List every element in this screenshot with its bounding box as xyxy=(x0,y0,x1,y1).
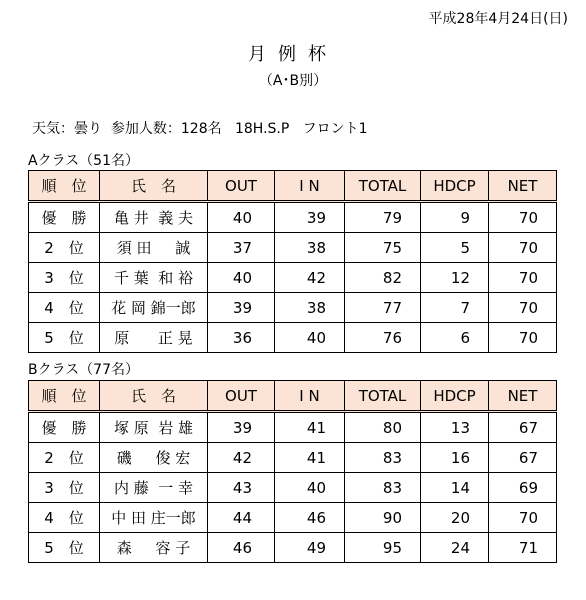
player-name-cell: 磯 俊 宏 xyxy=(100,443,208,473)
rank-cell: 優 勝 xyxy=(29,412,100,443)
hdcp-cell: 14 xyxy=(421,473,489,503)
class-b-results-table xyxy=(28,380,557,563)
player-name-cell: 須 田 誠 xyxy=(100,233,208,263)
rank-cell: 5 位 xyxy=(29,533,100,563)
player-name-cell: 内 藤 一 幸 xyxy=(100,473,208,503)
total-score-cell: 80 xyxy=(345,412,421,443)
class-a-table-body xyxy=(29,202,557,353)
header-rank: 順 位 xyxy=(29,381,100,412)
net-score-cell: 71 xyxy=(489,533,557,563)
header-hdcp: HDCP xyxy=(421,171,489,202)
net-score-cell: 70 xyxy=(489,503,557,533)
header-name: 氏 名 xyxy=(100,381,208,412)
net-score-cell: 67 xyxy=(489,443,557,473)
in-score-cell: 41 xyxy=(275,443,345,473)
net-score-cell: 70 xyxy=(489,293,557,323)
table-row xyxy=(29,443,557,473)
out-score-cell: 39 xyxy=(208,412,275,443)
net-score-cell: 70 xyxy=(489,202,557,233)
in-score-cell: 41 xyxy=(275,412,345,443)
out-score-cell: 44 xyxy=(208,503,275,533)
in-score-cell: 46 xyxy=(275,503,345,533)
rank-cell: 2 位 xyxy=(29,443,100,473)
table-row xyxy=(29,293,557,323)
player-name-cell: 原 正 晃 xyxy=(100,323,208,353)
out-score-cell: 40 xyxy=(208,263,275,293)
player-name-cell: 塚 原 岩 雄 xyxy=(100,412,208,443)
total-score-cell: 83 xyxy=(345,473,421,503)
page-title: 月例杯 xyxy=(248,44,338,65)
player-name-cell: 中 田 庄一郎 xyxy=(100,503,208,533)
total-score-cell: 95 xyxy=(345,533,421,563)
total-score-cell: 82 xyxy=(345,263,421,293)
header-out: OUT xyxy=(208,381,275,412)
rank-cell: 優 勝 xyxy=(29,202,100,233)
out-score-cell: 37 xyxy=(208,233,275,263)
total-score-cell: 90 xyxy=(345,503,421,533)
hdcp-cell: 9 xyxy=(421,202,489,233)
total-score-cell: 76 xyxy=(345,323,421,353)
table-row xyxy=(29,263,557,293)
header-net: NET xyxy=(489,381,557,412)
total-score-cell: 75 xyxy=(345,233,421,263)
hdcp-cell: 24 xyxy=(421,533,489,563)
rank-cell: 3 位 xyxy=(29,473,100,503)
class-a-label: Aクラス（51名） xyxy=(28,153,139,169)
out-score-cell: 36 xyxy=(208,323,275,353)
in-score-cell: 39 xyxy=(275,202,345,233)
rank-cell: 4 位 xyxy=(29,503,100,533)
in-score-cell: 40 xyxy=(275,323,345,353)
in-score-cell: 40 xyxy=(275,473,345,503)
header-net: NET xyxy=(489,171,557,202)
hdcp-cell: 13 xyxy=(421,412,489,443)
net-score-cell: 70 xyxy=(489,233,557,263)
table-header-row xyxy=(29,171,557,202)
header-total: TOTAL xyxy=(345,171,421,202)
player-name-cell: 千 葉 和 裕 xyxy=(100,263,208,293)
header-rank: 順 位 xyxy=(29,171,100,202)
hdcp-cell: 12 xyxy=(421,263,489,293)
header-hdcp: HDCP xyxy=(421,381,489,412)
out-score-cell: 46 xyxy=(208,533,275,563)
header-out: OUT xyxy=(208,171,275,202)
total-score-cell: 77 xyxy=(345,293,421,323)
out-score-cell: 43 xyxy=(208,473,275,503)
header-in: I N xyxy=(275,171,345,202)
table-row xyxy=(29,323,557,353)
net-score-cell: 69 xyxy=(489,473,557,503)
table-row xyxy=(29,503,557,533)
in-score-cell: 49 xyxy=(275,533,345,563)
header-in: I N xyxy=(275,381,345,412)
rank-cell: 3 位 xyxy=(29,263,100,293)
class-a-results-table xyxy=(28,170,557,353)
total-score-cell: 83 xyxy=(345,443,421,473)
hdcp-cell: 7 xyxy=(421,293,489,323)
hdcp-cell: 5 xyxy=(421,233,489,263)
class-b-label: Bクラス（77名） xyxy=(28,362,139,378)
header-total: TOTAL xyxy=(345,381,421,412)
rank-cell: 5 位 xyxy=(29,323,100,353)
out-score-cell: 40 xyxy=(208,202,275,233)
hdcp-cell: 6 xyxy=(421,323,489,353)
in-score-cell: 38 xyxy=(275,233,345,263)
out-score-cell: 42 xyxy=(208,443,275,473)
date-text: 平成28年4月24日(日) xyxy=(428,11,568,27)
page-subtitle: （A･B別） xyxy=(258,73,328,89)
net-score-cell: 67 xyxy=(489,412,557,443)
table-row xyxy=(29,233,557,263)
out-score-cell: 39 xyxy=(208,293,275,323)
header-name: 氏 名 xyxy=(100,171,208,202)
player-name-cell: 花 岡 錦一郎 xyxy=(100,293,208,323)
in-score-cell: 38 xyxy=(275,293,345,323)
table-row xyxy=(29,412,557,443)
hdcp-cell: 16 xyxy=(421,443,489,473)
class-b-table-body xyxy=(29,412,557,563)
table-row xyxy=(29,202,557,233)
player-name-cell: 森 容 子 xyxy=(100,533,208,563)
table-header-row xyxy=(29,381,557,412)
player-name-cell: 亀 井 義 夫 xyxy=(100,202,208,233)
event-info: 天気：曇り 参加人数：128名 18H.S.P フロント1 xyxy=(32,121,368,137)
net-score-cell: 70 xyxy=(489,263,557,293)
table-row xyxy=(29,533,557,563)
total-score-cell: 79 xyxy=(345,202,421,233)
rank-cell: 2 位 xyxy=(29,233,100,263)
hdcp-cell: 20 xyxy=(421,503,489,533)
net-score-cell: 70 xyxy=(489,323,557,353)
in-score-cell: 42 xyxy=(275,263,345,293)
rank-cell: 4 位 xyxy=(29,293,100,323)
table-row xyxy=(29,473,557,503)
